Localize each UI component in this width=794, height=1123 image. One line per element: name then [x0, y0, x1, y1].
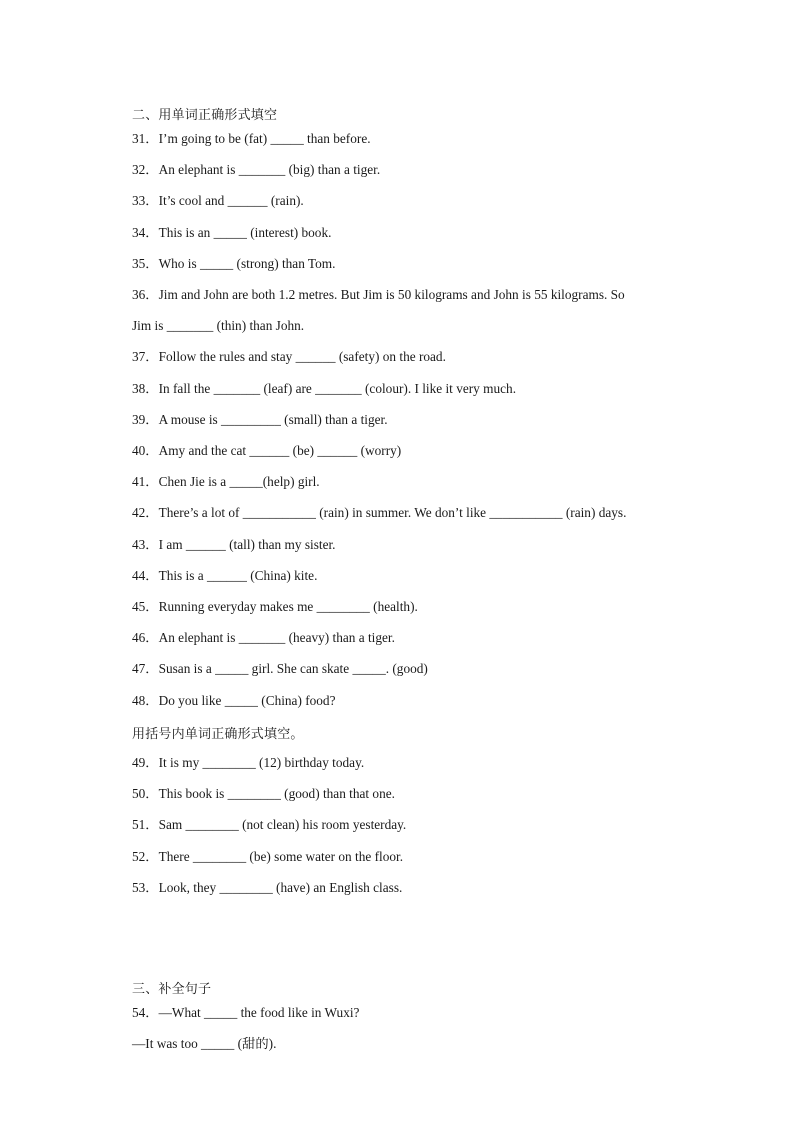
question-54-answer-line: —It was too _____ (甜的). [132, 1036, 277, 1051]
question-41: 41．Chen Jie is a _____(help) girl. [132, 474, 320, 489]
section2-subheading: 用括号内单词正确形式填空。 [132, 727, 304, 742]
question-43: 43．I am ______ (tall) than my sister. [132, 537, 336, 552]
question-46: 46．An elephant is _______ (heavy) than a tiger. [132, 630, 395, 645]
question-45: 45．Running everyday makes me ________ (health). [132, 599, 418, 614]
question-37: 37．Follow the rules and stay ______ (safety) on the road. [132, 349, 446, 364]
question-40: 40．Amy and the cat ______ (be) ______ (worry) [132, 443, 402, 458]
question-34: 34．This is an _____ (interest) book. [132, 225, 332, 240]
question-31: 31．I’m going to be (fat) _____ than before. [132, 131, 371, 146]
question-47: 47．Susan is a _____ girl. She can skate _____. (good) [132, 661, 428, 676]
question-38: 38．In fall the _______ (leaf) are _______ (colour). I like it very much. [132, 381, 517, 396]
question-52: 52．There ________ (be) some water on the floor. [132, 849, 404, 864]
question-53: 53．Look, they ________ (have) an English class. [132, 880, 403, 895]
question-36-part2: Jim is _______ (thin) than John. [132, 318, 305, 333]
question-36-part1: 36．Jim and John are both 1.2 metres. But Jim is 50 kilograms and John is 55 kilograms. So [132, 287, 625, 302]
question-50: 50．This book is ________ (good) than that one. [132, 786, 395, 801]
question-39: 39．A mouse is _________ (small) than a tiger. [132, 412, 388, 427]
section2-heading: 二、用单词正确形式填空 [132, 108, 278, 123]
question-33: 33．It’s cool and ______ (rain). [132, 193, 304, 208]
question-32: 32．An elephant is _______ (big) than a tiger. [132, 162, 381, 177]
question-54: 54．—What _____ the food like in Wuxi? [132, 1005, 360, 1020]
question-49: 49．It is my ________ (12) birthday today. [132, 755, 365, 770]
section3-heading: 三、补全句子 [132, 982, 212, 997]
question-48: 48．Do you like _____ (China) food? [132, 693, 336, 708]
question-44: 44．This is a ______ (China) kite. [132, 568, 318, 583]
question-51: 51．Sam ________ (not clean) his room yesterday. [132, 817, 407, 832]
question-42: 42．There’s a lot of ___________ (rain) in summer. We don’t like ___________ (rain) days. [132, 505, 627, 520]
question-35: 35．Who is _____ (strong) than Tom. [132, 256, 336, 271]
